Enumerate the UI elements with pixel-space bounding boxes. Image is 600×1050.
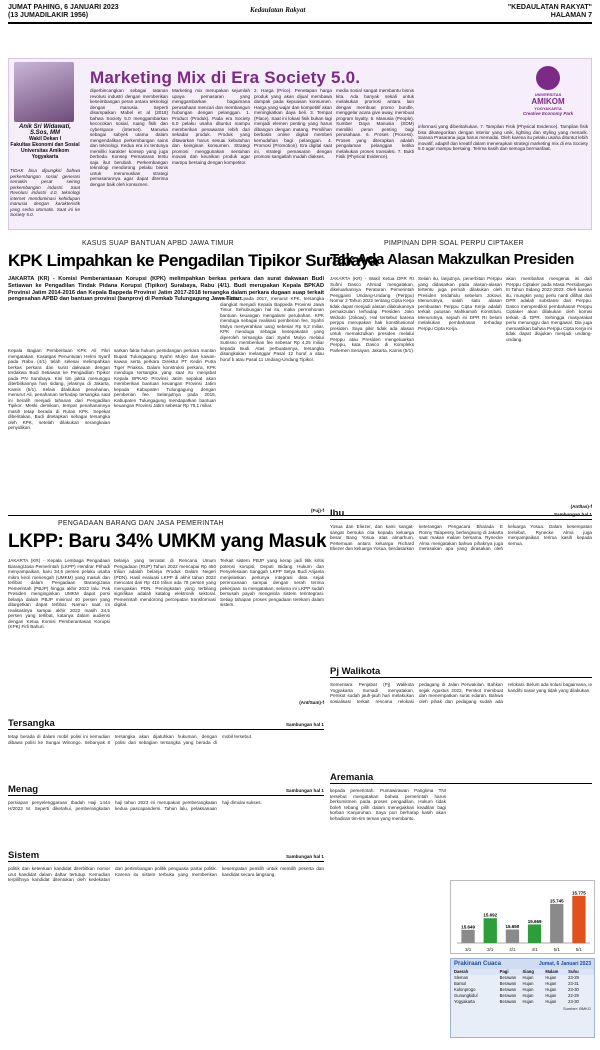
story1-column: Kepala Bagian Pemberitaan KPK Ali Fikri mengatakan, Kasatgas Penuntutan Helmi Syarif pada Rabu (4/1) telah selesai melimpahkan berkas perkara dan surat dakwaan dengan terdakwa Budi Setiawan ke Pengadilan Tipikor pada PN Surabaya. Kini tim jaksa menunggu diterbitkannya hari sidang, jelasnya di Jakarta, Kamis (5/1). Selain dilakukan penahanan, menurut Ali, penahanan terhadap tersangka saat ini beralih menjadi tahanan dari Pengadilan Tipikor. Meski demikian, tempat penahanannya masih tetap berada di Rutan KPK. Sepekat diberitakan, Budi ditetapkan sebagai tersangka oleh KPK, setelah dilakukan serangkaian penyidikan.	[8, 348, 110, 430]
chart-data-label: 15.669	[527, 918, 542, 924]
weather-cell: 23-30	[568, 999, 579, 1004]
tersangka-header: Tersangka Sambungan hal 1	[8, 718, 324, 729]
chart-category-label: 5/1	[553, 947, 560, 952]
weather-cell: Malam	[545, 969, 559, 974]
chart-svg	[451, 881, 596, 955]
chart-data-label: 15.649	[461, 924, 475, 930]
ad-column: 2. Harga (Price). Penetapan harga produk yang akan dijual membawa dampak pada kepuasan konsumen. Harga yang wajar dan kompetitif akan meningkatkan daya beli. 3. Tempat (Place). Saat ini lokasi fisik bukan lagi menjadi elemen penting yang harus dibangun dengan matang. Pemilihan berbasis online digital memberi kemudahan bagi pelanggan. 4. Promosi (Promotion). Era digital saat ini, strategi pemasaran dengan promosi sangatlah mudah diakses.	[254, 88, 332, 159]
weather-cell: Berawan	[499, 981, 517, 986]
tersangka-body: tetap berada di dalam mobil polisi ini kemudian dibawa polisi ke Sungai Winongo. Sebanyak 8 tersangka akan dijatuhkan hukuman, dengan polisi dan sebagian tersangka yang berada di mobil tersebut.	[8, 734, 253, 745]
chart-category-label: 3/1	[464, 947, 472, 952]
author-info: Anik Sri Widawati, S.Sos, MM Wakil Dekan I Fakultas Ekonomi dan Sosial Universitas Amikom Yogyakarta	[10, 124, 80, 160]
masthead-logo: Kedaulatan Rakyat	[250, 6, 306, 14]
chart-data-label: 15.745	[549, 898, 564, 904]
pjwalikota-header: Pj Walikota	[330, 666, 592, 678]
ibu-body: Yosua dan Eliezer, dan kami sangat-sangat bersuka cita kepada keluarga besar Bang Yosua atas almarhum. Pertemuan antara keluarga Richard Eliezer dan keluarga Yosua, berdasarkan keterangan Pengacara Bharada E Ronny Talapessy, berlangsung di Jakarta saat makan malam bersama. Rynecke Alma mengatakan bahwa pihaknya juga merasakan apa yang dirasakan oleh keluarga Yosua. Dalam kesempatan tersebut, Rynecke Alma juga menyampaikan terima kasih kepada semua.	[330, 524, 592, 551]
chart-data-label: 15.692	[483, 912, 498, 918]
story1-column: Kemudian pada 2017, menurut KPK, tersangka diangkat menjadi Kepala Bappeda Provinsi Jawa Timur. Sehubungan hal itu, maka permohonan bantuan keuangan mengalami perubahan. KPK menduga sebagai realisasi pemberian fee, Syahri Mulyo menyerahkan uang sebesar Rp 9,2 miliar. KPK menduga sebagai kesepakatan yang diperoleh tersangka dari Syahri Mulyo melalui Sutrisno memberikan fee sebesar Rp 4,25 miliar kepada Budi. Atas perbuatannya, tersangka disangkakan melanggar Pasal 12 huruf a atau huruf b atau Pasal 11 Undang-Undang Tipikor.	[220, 296, 324, 362]
ad-bio: TIDAK bisa dipungkiri bahwa perkembangan sosial generasi semakin pesat seiring perkembangan industri. Saat Revolusi industri 4.0, teknologi internet mendominasi kehidupan manusia dengan karakteristik yang serba otomatis. Saat ini ke Society 5.0.	[10, 168, 80, 217]
weather-cell: Gunungkidul	[454, 993, 478, 998]
pjwalikota-body: Sementara Penjabat (Pj) Walikota Yogyakarta Sumadi menyatakan, Pemkot sudah jauh-jauh hari melakukan sosialisasi terkait rencana relokasi pedagang di Jalan Perwakilan. Bahkan sejak Agustus 2022, Pemkot membuat dan menempatkan surat edaran. Bahwa oleh pihak dan pedagang sudah ada relokasi. Belum ada solusi bagaimana, ie kandihi sasar yang tidak yang dilakukan.	[330, 682, 592, 704]
story3-column: belanja yang tercatat di Rencana Umum Pengadaan (RUP) Tahun 2022 mencapai Rp 450 triliun adalah belanja Produk Dalam Negeri (PDN). Hasil evaluasi LKPP di akhir tahun 2022 mencatat dari Rp 410 triliun ada 78 persen yang merupakan PDN. Peningkatan yang terbilang signifikan adalah katalog elektronik sektoral. Pemerintah mendorong percepatan transformasi digital.	[114, 558, 216, 607]
weather-cell: Berawan	[499, 975, 517, 980]
ad-column: Marketing mix merupakan sejumlah upaya pemasaran yang menggambarkan bagaimana perusahaan mencari dan membangun hubungan dengan pelanggan. 1. Product (Produk). Pada era Society 5.0 pelaku usaha dituntut mampu memberikan penawaran lebih dari sekadar produk. Produk yang ditawarkan harus sesuai kebutuhan dan keinginan konsumen. Strategi promosi menggunakan sentuhan inovasi dan keunikan produk agar mampu bersaing dengan kompetitor.	[172, 88, 250, 165]
weather-table	[451, 969, 594, 1005]
story2-column: JAKARTA (KR) - Wakil Ketua DPR RI Sufmi Dasco Ahmad mengatakan, dikeluarkannya Peraturan Pemerintah Pengganti Undang-Undang (Perppu) Nomor 2 Tahun 2022 tentang Cipta Kerja tidak dapat menjadi alasan dilakukannya pemakzulan terhadap Presiden Joko Widodo (Jokowi). Hal tersebut karena perppu merupakan hak konstitusional presiden. Saya pikir tidak ada alasan untuk memakzulkan presiden melalui Perppu atau Presiden mengeluarkan Perppu, kata Dasco di Kompleks Parlemen Senayan, Jakarta, Kamis (5/1).	[330, 276, 414, 353]
story3-column: JAKARTA (KR) - Kepala Lembaga Pengadaan Barang/Jasa Pemerintah (LKPP) Hendrar Prihadi menyampaikan, baru 34,5 persen pelaku usaha mikro kecil menengah (UMKM) yang masuk dan terlibat dalam Pengadaan Barang/Jasa Pemerintah (PBJP) hingga akhir 2022 lalu. Pak Presiden menginginkan UMKM dapat porsi belanja dalam PBJP minimal 40 persen yang ditargetkan dapat terlibat. Namun saat ini realisasinya sampai akhir 2022 masih 34,5 persen yang terlibat, katanya dalam audiensi dengan Ketua Komisi Pemberantasan Korupsi (KPK) Firli Bahuri.	[8, 558, 110, 629]
ad-column: diperbincangkan sebagai tatanan revolusi industri dengan memberikan keseimbangan peran antara teknologi dengan manusia. Seperti disampaikan Mabel et al (2018) bahwa Society 5.0 menggambarkan kecocokan sosial, ruang fisik dan cyberspace (internet). Manusia sebagai subyek utama dalam mengendalikan perkembangan sains dan teknologi. Kedua era ini tentunya memiliki karakter konsep yang juga berbeda. Konsep Pemasaran tentu saja ikut berubah. Perkembangan teknologi mendorong pelaku bisnis untuk merumuskan strategi pemasarannya agar dapat diterima dengan baik oleh konsumen.	[90, 88, 168, 187]
weather-cell: Kulonprogo	[454, 987, 476, 992]
weather-cell: Siang	[522, 969, 534, 974]
aremania-body: kepada pemerintah. Pumawirawan Panglima TNI tersebut mengatakan bahwa pemerintah harus berkomitmen pada proses pengadilan. Hukum tidak boleh tebang pilih dalam menegakkan keadilan bagi korban Kanjuruhan. Saya pun berharap kasih akan kehadiran tim-tim teman yang membantu.	[330, 788, 446, 821]
weather-cell: Hujan	[522, 981, 534, 986]
chart-category-label: 3/1	[487, 947, 494, 952]
ad-column: informasi yang diberitahukan. 7. Tampilan Fisik (Physical Evidence). Tampilan fisik bisa dikategorikan dengan interior yang unik, lighting dan styling yang menarik. Sarana Prasarana juga harus memadai. Oleh karena itu pelaku usaha dituntut lebih inovatif, adaptif dan kreatif dalam menerapkan strategi marketing mix di era Society 5.0 agar mampu bersaing. Terima kasih dan semoga bermanfaat.	[418, 124, 588, 151]
sistem-header: Sistem Sambungan hal 1	[8, 850, 324, 861]
weather-cell: Hujan	[522, 993, 534, 998]
story2-kicker: PIMPINAN DPR SOAL PERPU CIPTAKER	[384, 240, 524, 247]
aremania-header: Aremania	[330, 772, 592, 784]
masthead-date: JUMAT PAHING, 6 JANUARI 2023 (13 JUMADILAKIR 1956)	[8, 4, 119, 19]
chart-category-label: 4/1	[509, 947, 516, 952]
masthead-rule	[8, 22, 592, 24]
weather-cell: Berawan	[499, 987, 517, 992]
weather-cell: Hujan	[522, 999, 534, 1004]
chart-bar	[528, 924, 541, 943]
weather-cell: Sleman	[454, 975, 469, 980]
weather-cell: Hujan	[545, 999, 557, 1004]
author-photo	[14, 62, 74, 122]
weather-row	[451, 999, 594, 1005]
weather-cell: Hujan	[522, 975, 534, 980]
weather-cell: 22-29	[568, 993, 579, 998]
story1-headline: KPK Limpahkan ke Pengadilan Tipikor Surabaya	[8, 251, 378, 270]
story3-headline: LKPP: Baru 34% UMKM yang Masuk	[8, 531, 327, 552]
chart-data-label: 15.775	[572, 890, 586, 896]
story1-column: sarkan fakta hukum persidangan perkara mantan Bupati Tulungagung Syahri Mulyo dan kawan-kawan serta perkara Direktur PT Kediri Putra Tiger Priaksa. Dalam konstruksi perkara, KPK menduga tersangka yang saat itu menjabat Kepala BPKAD Provinsi Jatim sepakat akan memberikan bantuan keuangan Provinsi Jatim kepada Kabupaten Tulungagung dengan pemberian fee. Selanjutnya pada 2015, Kabupaten Tulungagung mendapatkan bantuan keuangan Provinsi Jatim sebesar Rp 79,1 miliar.	[114, 348, 216, 408]
menag-body: persiapan penyelenggaraan Ibadah Haji 1444 H/2023 M. Seperti diketahui, pemberangkatan haji tahun 2023 ini merupakan pemberangkatan kedua pascapandemi. Tahun lalu, pelaksanaan haji dimulai sukses.	[8, 800, 262, 811]
chart-category-label: 5/1	[575, 947, 583, 952]
weather-cell: 23-30	[568, 987, 579, 992]
chart-category-label: 4/1	[531, 947, 538, 952]
chart-bar	[572, 896, 585, 943]
weather-cell: Daerah	[454, 969, 469, 974]
story2-column: akan membahas mengenai isi dari Perppu Ciptaker pada Masa Persidangan III Tahun Sidang 2022-2023. Oleh karena itu, mungkin yang perlu nanti dilihat dari DPR adalah substansi dari Perppu. Dasco memprediksi pembahasan Perppu Ciptaker akan dilakukan oleh komisi terkait di DPR. Sehingga masyarakat perlu menunggu dan mengawal. Dia juga memastikan bahwa Perppu Cipta Kerja ini tidak dapat diajukan menjadi undang-undang.	[506, 276, 592, 342]
weather-cell: Yogyakarta	[454, 999, 475, 1004]
weather-cell: Hujan	[545, 981, 557, 986]
menag-header: Menag Sambungan hal 1	[8, 784, 324, 795]
chart-bar	[484, 918, 497, 943]
story2-headline: Tak Ada Alasan Makzulkan Presiden	[330, 251, 574, 268]
weather-cell: Hujan	[545, 987, 557, 992]
exchange-rate-chart	[450, 880, 595, 954]
ad-column: media sosial sangat membantu bisnis kita. Ada banyak sekali untuk melakukan promosi antara lain dengan membuat promo bundle, menggelar acara give away, membuat program loyalty. 5. Manusia (People). Sumber Daya Manusia (SDM) memiliki peran penting bagi perusahaan. 6. Proses (Process). Proses yang diterapkan adalah pengalaman pelanggan ketika melakukan proses transaksi. 7. Bukti Fisik (Physical Evidence).	[336, 88, 414, 159]
weather-cell: Bantul	[454, 981, 466, 986]
masthead-section: "KEDAULATAN RAKYAT" HALAMAN 7	[507, 4, 592, 19]
story1-lead: JAKARTA (KR) - Komisi Pemberantasan Korupsi (KPK) melimpahkan berkas perkara dan surat dakwaan Budi Setiawan ke Pengadilan Tindak Pidana Korupsi (Tipikor) Surabaya, Rabu (4/1). Budi merupakan Kepala BPKAD Provinsi Jatim 2014-2016 dan Kepala Bappeda Provinsi Jatim 2017-2018 tersangka dalam perkara dugaan suap terkait pengesahan APBD dan bantuan provinsi (banprov) di Pemkab Tulungagung Jawa Timur.	[8, 276, 324, 303]
story3-signoff: (Ant/Sam)-f	[299, 700, 324, 705]
weather-cell: Hujan	[545, 975, 557, 980]
weather-cell: 23-31	[568, 981, 579, 986]
story3-kicker: PENGADAAN BARANG DAN JASA PEMERINTAH	[58, 520, 224, 527]
sistem-body: politik dan ketentuan kandidat diterbitkan nomor urut kandidat dalam daftar tertutup. Kemudian terpilihnya kandidat ditentukan oleh kedekatan dan pertimbangan politik penguasa partai politik. Karena itu sistem terbuka yang memberikan kesempatan pemilih untuk memilih peserta dan kandidat secara langsung.	[8, 866, 324, 882]
weather-cell: Berawan	[499, 999, 517, 1004]
chart-bar	[550, 904, 563, 943]
story1-signoff: (Fuj)-f	[310, 508, 324, 513]
weather-forecast: Prakiraan Cuaca Jumat, 6 Januari 2023 Daerah Pagi Siang Malam Suhu Sleman Berawan Hujan Hujan 23-29 Bantul Berawan Hujan Hujan 23-31 Kulonprogo Berawan Hujan Hujan 23-30 Gunungkidul Berawan Hujan Hujan 22-29 Yogyakarta Berawan Hujan Hujan 23-30 Sumber: BMKG	[450, 958, 595, 1038]
weather-cell: Hujan	[522, 987, 534, 992]
chart-bar	[461, 930, 474, 943]
chart-bar	[506, 930, 519, 944]
ibu-header: Ibu Sambungan hal 1	[330, 508, 592, 519]
weather-cell: Berawan	[499, 993, 517, 998]
chart-data-label: 15.650	[505, 924, 520, 929]
weather-cell: 23-29	[568, 975, 579, 980]
story2-column: Selain itu, lanjutnya, penerbitan Perppu yang didasarkan pada alasan-alasan tertentu juga pernah dilakukan oleh Presiden terdahulu sebelum Jokowi. Menurutnya, salah satu alasan pembuatan Perppu Cipta Kerja adalah terkait putusan Mahkamah Konstitusi. Menurutnya, sejauh ini DPR RI belum melakukan pembahasan terhadap Perppu Cipta Kerja.	[418, 276, 502, 331]
weather-title: Prakiraan Cuaca Jumat, 6 Januari 2023	[451, 959, 594, 969]
amikom-logo: UNIVERSITAS AMIKOM YOGYAKARTA Creative Economy Park	[508, 66, 588, 116]
story3-column: Terkait sistem PBJP yang kerap jadi titik kritis potensi korupsi, Deputi Bidang Hukum dan Penyelesaian Sanggah LKPP Setya Budi Arijanta menjelaskan perlunya integrasi data sejak perencanaan sampai dengan serah terima pekerjaan. Ia mengatakan, selama ini LKPP sudah bersusah payah mengelola sistem terintegrasi. Setiap tahapan proses pengadaan terekam dalam sistem.	[220, 558, 324, 607]
weather-cell: Pagi	[499, 969, 509, 974]
story1-kicker: KASUS SUAP BANTUAN APBD JAWA TIMUR	[82, 240, 234, 247]
story2-signoff: (Ant/Ias)-f	[570, 504, 592, 509]
weather-cell: Hujan	[545, 993, 557, 998]
ad-title: Marketing Mix di Era Society 5.0.	[90, 68, 361, 87]
weather-cell: Suhu	[568, 969, 579, 974]
amikom-emblem-icon	[536, 66, 560, 90]
